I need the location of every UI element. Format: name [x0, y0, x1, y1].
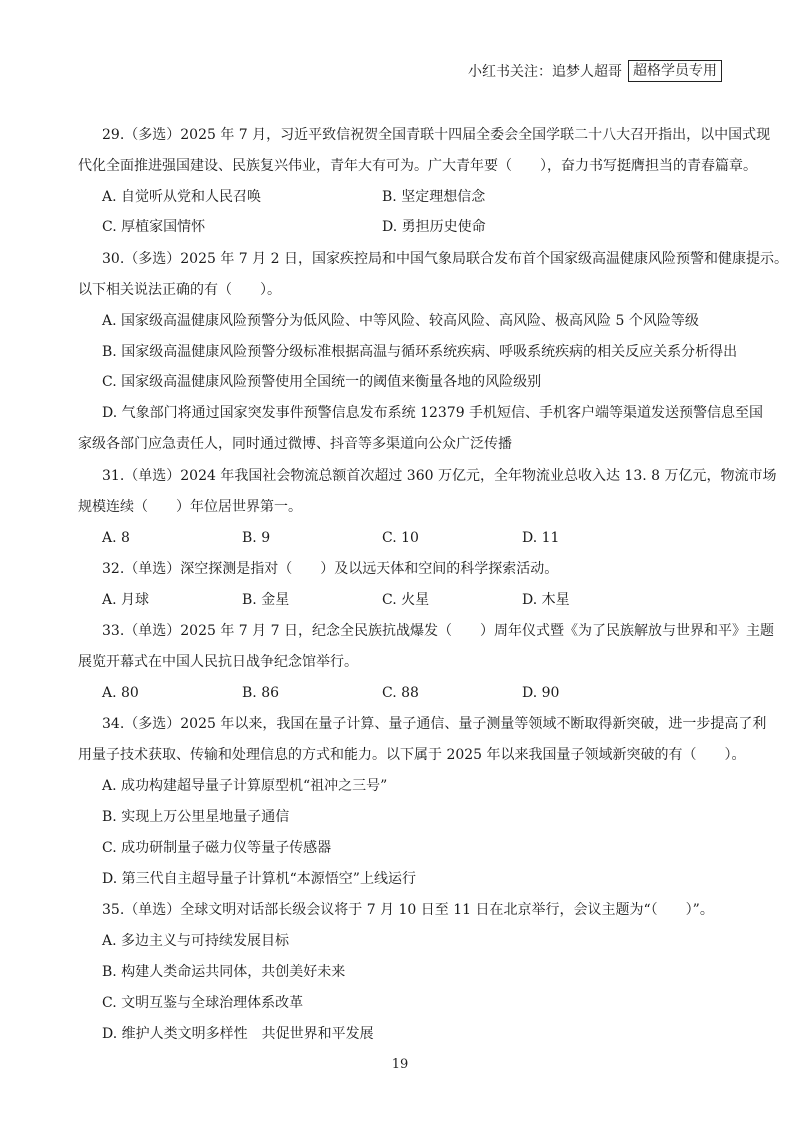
q29-option-b: B. 坚定理想信念 [382, 189, 486, 205]
q35-stem-line1: 35.（单选）全球文明对话部长级会议将于 7 月 10 日至 11 日在北京举行，会议主题为“（ ）”。 [102, 902, 714, 918]
q35-option-d: D. 维护人类文明多样性 共促世界和平发展 [102, 1026, 374, 1042]
q33-option-b: B. 86 [242, 685, 280, 701]
q34-option-c: C. 成功研制量子磁力仪等量子传感器 [102, 840, 332, 856]
q34-option-b: B. 实现上万公里星地量子通信 [102, 809, 290, 825]
q29-option-a: A. 自觉听从党和人民召唤 [102, 189, 262, 205]
q31-option-c: C. 10 [382, 530, 419, 546]
q31-option-a: A. 8 [102, 530, 130, 546]
q34-option-a: A. 成功构建超导量子计算原型机“祖冲之三号” [102, 778, 388, 794]
q32-option-b: B. 金星 [242, 592, 290, 608]
q32-stem-line1: 32.（单选）深空探测是指对（ ）及以远天体和空间的科学探索活动。 [102, 561, 559, 577]
q29-option-d: D. 勇担历史使命 [382, 219, 486, 235]
q33-option-d: D. 90 [522, 685, 560, 701]
q31-stem-line2: 规模连续（ ）年位居世界第一。 [78, 499, 302, 515]
q30-stem-line1: 30.（多选）2025 年 7 月 2 日，国家疾控局和中国气象局联合发布首个国家级高温健康风险预警和健康提示。 [102, 251, 788, 267]
q31-option-d: D. 11 [522, 530, 560, 546]
q33-option-a: A. 80 [102, 685, 139, 701]
q33-option-c: C. 88 [382, 685, 419, 701]
q30-option-d-line2: 家级各部门应急责任人，同时通过微博、抖音等多渠道向公众广泛传播 [78, 436, 512, 452]
q32-option-a: A. 月球 [102, 592, 150, 608]
q33-stem-line1: 33.（单选）2025 年 7 月 7 日，纪念全民族抗战爆发（ ）周年仪式暨《为了民族解放与世界和平》主题 [102, 623, 774, 639]
follow-text: 小红书关注：追梦人超哥 [468, 64, 622, 80]
q32-option-c: C. 火星 [382, 592, 430, 608]
page-header [468, 60, 722, 82]
q29-option-c: C. 厚植家国情怀 [102, 219, 206, 235]
q31-option-b: B. 9 [242, 530, 271, 546]
q34-option-d: D. 第三代自主超导量子计算机“本源悟空”上线运行 [102, 871, 416, 887]
q30-option-d-line1: D. 气象部门将通过国家突发事件预警信息发布系统 12379 手机短信、手机客户端等渠道发送预警信息至国 [102, 405, 764, 421]
q35-option-b: B. 构建人类命运共同体，共创美好未来 [102, 964, 346, 980]
q35-option-a: A. 多边主义与可持续发展目标 [102, 933, 290, 949]
q29-stem-line2: 代化全面推进强国建设、民族复兴伟业，青年大有可为。广大青年要（ ），奋力书写挺膺担当的青春篇章。 [78, 158, 757, 174]
q30-stem-line2: 以下相关说法正确的有（ ）。 [78, 282, 281, 298]
q35-option-c: C. 文明互鉴与全球治理体系改革 [102, 995, 304, 1011]
page-number: 19 [391, 1057, 409, 1072]
q30-option-a: A. 国家级高温健康风险预警分为低风险、中等风险、较高风险、高风险、极高风险 5 个风险等级 [102, 313, 699, 329]
q30-option-c: C. 国家级高温健康风险预警使用全国统一的阈值来衡量各地的风险级别 [102, 374, 542, 390]
q30-option-b: B. 国家级高温健康风险预警分级标准根据高温与循环系统疾病、呼吸系统疾病的相关反应关系分析得出 [102, 344, 738, 360]
q34-stem-line2: 用量子技术获取、传输和处理信息的方式和能力。以下属于 2025 年以来我国量子领域新突破的有（ ）。 [78, 747, 746, 763]
q34-stem-line1: 34.（多选）2025 年以来，我国在量子计算、量子通信、量子测量等领域不断取得新突破，进一步提高了利 [102, 716, 767, 732]
q31-stem-line1: 31.（单选）2024 年我国社会物流总额首次超过 360 万亿元，全年物流业总收入达 13. 8 万亿元，物流市场 [102, 468, 777, 484]
exclusive-badge: 超格学员专用 [628, 60, 722, 82]
q29-stem-line1: 29.（多选）2025 年 7 月，习近平致信祝贺全国青联十四届全委会全国学联二十八大召开指出，以中国式现 [102, 127, 771, 143]
q33-stem-line2: 展览开幕式在中国人民抗日战争纪念馆举行。 [78, 654, 358, 670]
q32-option-d: D. 木星 [522, 592, 570, 608]
